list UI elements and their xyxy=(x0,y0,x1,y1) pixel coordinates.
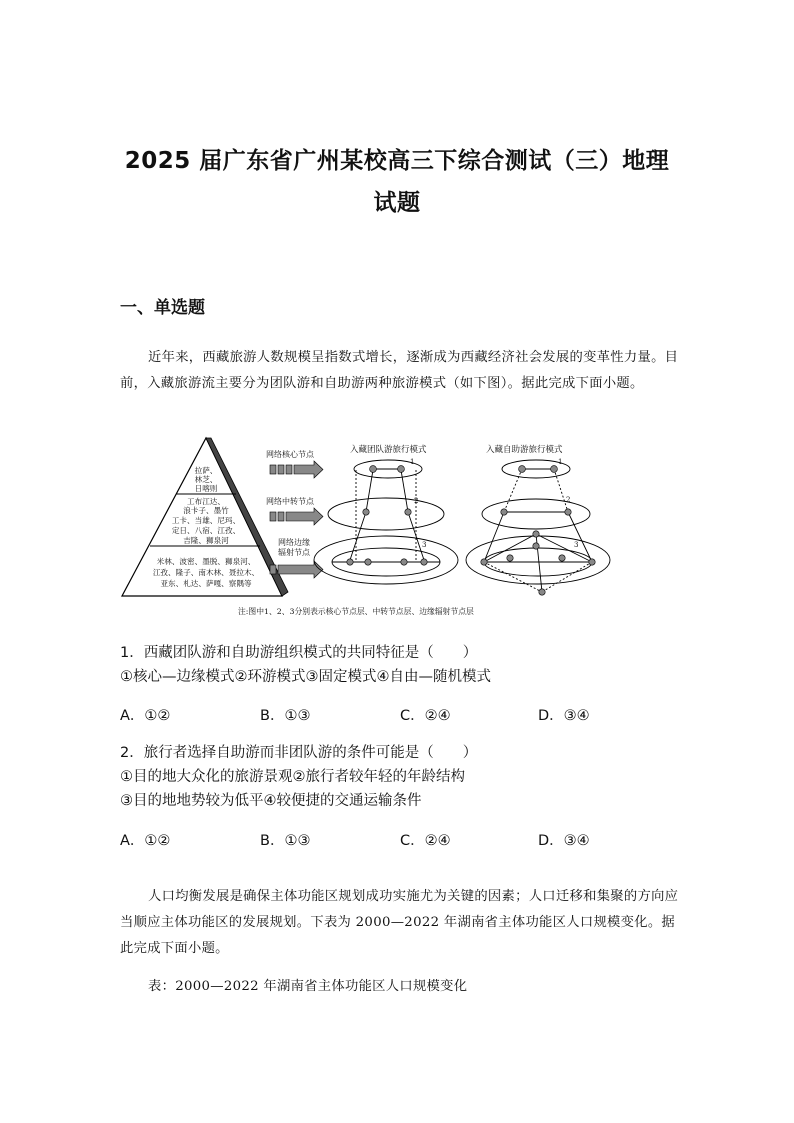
group-layer-2: 2 xyxy=(414,497,419,505)
document-title xyxy=(90,140,704,224)
q1-option-d[interactable]: D．③④ xyxy=(538,708,590,724)
label-transfer-node: 网络中转节点 xyxy=(266,497,314,506)
question-2-choices-2: ③目的地地势较为低平④较便捷的交通运输条件 xyxy=(120,793,422,809)
self-tour-diagram xyxy=(466,444,610,595)
pyramid-mid-3: 工卡、当雄、尼玛、 xyxy=(171,516,241,525)
pyramid-top-1: 拉萨、 xyxy=(194,466,218,475)
question-1-stem: 1．西藏团队游和自助游组织模式的共同特征是（ ） xyxy=(120,645,478,661)
pyramid-mid-2: 浪卡子、墨竹 xyxy=(183,506,229,515)
self-tour-title: 入藏自助游旅行模式 xyxy=(486,445,563,455)
tourism-mode-figure xyxy=(118,436,638,621)
group-tour-title: 入藏团队游旅行模式 xyxy=(350,445,427,455)
group-tour-diagram xyxy=(314,444,458,584)
q2-option-b[interactable]: B．①③ xyxy=(260,833,311,849)
title-line-2: 试题 xyxy=(373,190,421,216)
label-core-node: 网络核心节点 xyxy=(266,450,314,459)
pyramid-mid-5: 吉隆、狮泉河 xyxy=(183,536,229,545)
question-1-options xyxy=(120,704,680,728)
label-edge-node-2: 辐射节点 xyxy=(278,548,310,557)
node-pyramid xyxy=(122,438,288,596)
question-1-choices: ①核心—边缘模式②环游模式③固定模式④自由—随机模式 xyxy=(120,669,491,685)
question-1 xyxy=(120,641,700,689)
question-2-stem: 2．旅行者选择自助游而非团队游的条件可能是（ ） xyxy=(120,745,478,761)
q1-option-b[interactable]: B．①③ xyxy=(260,708,311,724)
pyramid-bottom-1: 米林、波密、墨脱、狮泉河、 xyxy=(156,557,256,566)
pyramid-mid-1: 工布江达、 xyxy=(187,497,225,506)
question-2 xyxy=(120,741,700,813)
question-2-options xyxy=(120,829,680,853)
pyramid-mid-4: 定日、八宿、江孜、 xyxy=(171,526,241,535)
q1-option-c[interactable]: C．②④ xyxy=(400,708,451,724)
self-layer-3: 3 xyxy=(574,541,579,549)
q2-option-d[interactable]: D．③④ xyxy=(538,833,590,849)
arrow-transfer xyxy=(270,508,323,525)
arrow-core xyxy=(270,461,323,478)
q2-option-a[interactable]: A．①② xyxy=(120,833,171,849)
self-layer-1: 1 xyxy=(558,458,563,466)
pyramid-top-2: 林芝、 xyxy=(194,475,218,484)
pyramid-bottom-3: 亚东、札达、萨嘎、察隅等 xyxy=(160,579,252,588)
self-layer-2: 2 xyxy=(566,496,571,504)
title-line-1: 2025 届广东省广州某校高三下综合测试（三）地理 xyxy=(124,148,670,174)
group-layer-1: 1 xyxy=(410,458,415,466)
q2-option-c[interactable]: C．②④ xyxy=(400,833,451,849)
section-heading: 一、单选题 xyxy=(120,298,205,318)
pyramid-bottom-2: 江孜、隆子、南木林、聂拉木、 xyxy=(152,568,260,577)
question-2-choices-1: ①目的地大众化的旅游景观②旅行者较年轻的年龄结构 xyxy=(120,769,465,785)
pyramid-top-3: 日喀则 xyxy=(194,484,218,493)
passage-hunan-population: 人口均衡发展是确保主体功能区规划成功实施尤为关键的因素；人口迁移和集聚的方向应当顺应主体功能区的发展规划。下表为 2000—2022 年湖南省主体功能区人口规模变化。据此完成下面小题。 xyxy=(120,889,679,956)
passage-tibet-tourism: 近年来，西藏旅游人数规模呈指数式增长，逐渐成为西藏经济社会发展的变革性力量。目前，入藏旅游流主要分为团队游和自助游两种旅游模式（如下图）。据此完成下面小题。 xyxy=(120,350,679,391)
label-edge-node-1: 网络边缘 xyxy=(278,538,310,547)
figure-note: 注:图中1、2、3分别表示核心节点层、中转节点层、边缘辐射节点层 xyxy=(238,607,474,616)
table-caption: 表：2000—2022 年湖南省主体功能区人口规模变化 xyxy=(148,979,468,994)
group-layer-3: 3 xyxy=(422,541,427,549)
q1-option-a[interactable]: A．①② xyxy=(120,708,171,724)
